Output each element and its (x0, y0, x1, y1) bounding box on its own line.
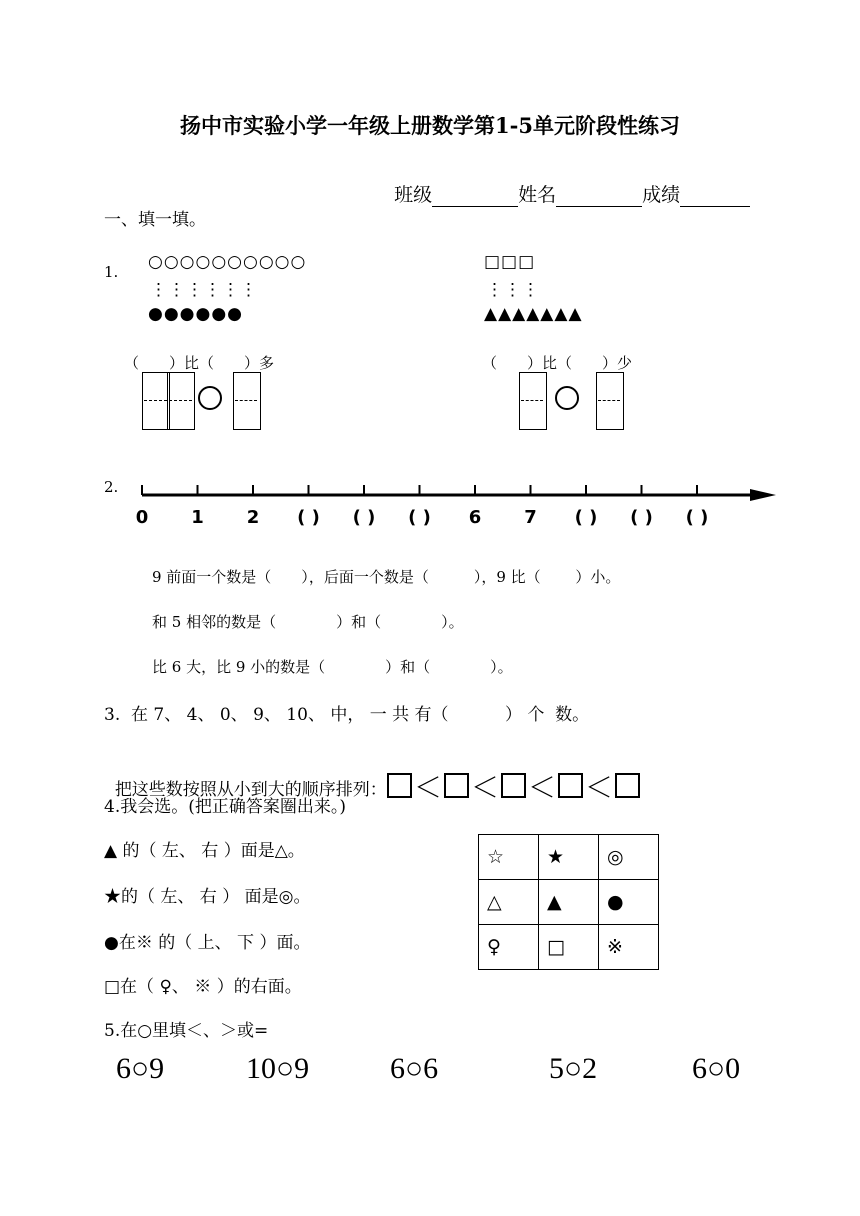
q1-left-circles-row: ○○○○○○○○○○ (148, 252, 307, 272)
q1-right-dotted-links: ⋮⋮⋮ (486, 280, 540, 300)
q1-right-first-box-divider (521, 400, 543, 401)
q3-order-label: 把这些数按照从小到大的顺序排列： (114, 780, 387, 800)
number-line-label: 2 (246, 507, 260, 528)
q1-left-dotted-links: ⋮⋮⋮⋮⋮⋮ (150, 280, 258, 300)
score-label: 成绩 (642, 184, 681, 206)
order-box-3[interactable] (501, 773, 526, 798)
grid-cell-white-star: ☆ (479, 835, 539, 880)
number-line-label[interactable]: ( ) (574, 507, 598, 528)
grid-cell-female-sign: ♀ (479, 925, 539, 970)
number-line-labels (136, 507, 709, 528)
grid-cell-reference-mark: ※ (599, 925, 659, 970)
q1-right-second-box[interactable] (596, 372, 624, 430)
q4-line-1: ▲ 的（ 左、 右 ）面是△。 (104, 841, 305, 861)
q1-right-first-box[interactable] (519, 372, 547, 430)
grid-cell-black-star: ★ (539, 835, 599, 880)
q1-right-squares-row: □□□ (484, 252, 536, 272)
less-than-sign: ＜ (470, 771, 499, 804)
order-box-4[interactable] (558, 773, 583, 798)
q2-number: 2. (104, 478, 119, 496)
q5-item-2[interactable]: 10○9 (246, 1052, 310, 1085)
q1-left-ones-box[interactable] (167, 372, 195, 430)
order-box-2[interactable] (444, 773, 469, 798)
number-line-label[interactable]: ( ) (630, 507, 653, 528)
q4-line-2: ★的（ 左、 右 ） 面是◎。 (104, 887, 311, 907)
q5-item-3[interactable]: 6○6 (390, 1052, 439, 1085)
student-info-line (382, 158, 750, 207)
class-label: 班级 (394, 184, 433, 206)
q1-left-right-box[interactable] (233, 372, 261, 430)
q2-line-2: 和 5 相邻的数是（ ）和（ ）。 (152, 613, 464, 631)
section-1-heading: 一、填一填。 (104, 210, 206, 230)
q2-line-1: 9 前面一个数是（ ），后面一个数是（ ），9 比（ ）小。 (152, 568, 621, 586)
q4-line-3: ●在※ 的（ 上、 下 ）面。 (104, 933, 311, 953)
less-than-sign: ＜ (584, 771, 613, 804)
name-label: 姓名 (518, 184, 557, 206)
q1-left-tens-box[interactable] (142, 372, 170, 430)
class-blank[interactable] (432, 186, 518, 207)
grid-cell-white-triangle: △ (479, 880, 539, 925)
q4-heading: 4.我会选。(把正确答案圈出来。) (104, 797, 346, 817)
symbol-grid (478, 834, 659, 970)
score-blank[interactable] (680, 186, 750, 207)
number-line-label[interactable]: ( ) (297, 507, 320, 528)
q5-heading: 5.在○里填＜、＞或= (104, 1021, 269, 1041)
q5-item-1[interactable]: 6○9 (116, 1052, 165, 1085)
page-title: 扬中市实验小学一年级上册数学第1-5单元阶段性练习 (180, 113, 680, 138)
q2-line-3: 比 6 大，比 9 小的数是（ ）和（ ）。 (152, 658, 513, 676)
order-box-1[interactable] (387, 773, 412, 798)
number-line-arrowhead (750, 489, 776, 501)
number-line-label: 0 (135, 507, 149, 528)
grid-cell-black-circle: ● (599, 880, 659, 925)
q1-left-right-box-divider (235, 400, 257, 401)
q1-right-second-box-divider (598, 400, 620, 401)
q1-number: 1. (104, 263, 119, 281)
q1-left-compare-circle[interactable] (198, 386, 222, 410)
q1-right-prompt: （ ）比（ ）少 (482, 354, 633, 372)
less-than-sign: ＜ (413, 771, 442, 804)
q5-item-4[interactable]: 5○2 (549, 1052, 598, 1085)
q1-left-dots-row: ●●●●●● (148, 304, 244, 324)
number-line-label: 7 (524, 507, 537, 528)
number-line-label: 6 (468, 507, 482, 528)
q4-line-4: □在（ ♀、 ※ ）的右面。 (104, 977, 302, 997)
number-line (130, 478, 780, 532)
q5-item-5[interactable]: 6○0 (692, 1052, 741, 1085)
order-box-5[interactable] (615, 773, 640, 798)
q3-line-1: 3. 在 7、 4、 0、 9、 10、 中， 一 共 有（ ） 个 数。 (104, 705, 590, 725)
number-line-label[interactable]: ( ) (685, 507, 709, 528)
number-line-label[interactable]: ( ) (352, 507, 376, 528)
grid-cell-white-square: □ (539, 925, 599, 970)
less-than-sign: ＜ (527, 771, 556, 804)
q1-right-triangles-row: ▲▲▲▲▲▲▲ (484, 304, 583, 324)
q1-left-box-divider (144, 400, 192, 401)
number-line-label: 1 (191, 507, 204, 528)
q1-left-prompt: （ ）比（ ）多 (124, 354, 275, 372)
q1-right-compare-circle[interactable] (555, 386, 579, 410)
grid-cell-black-triangle: ▲ (539, 880, 599, 925)
name-blank[interactable] (556, 186, 642, 207)
number-line-label[interactable]: ( ) (408, 507, 431, 528)
grid-cell-bullseye: ◎ (599, 835, 659, 880)
